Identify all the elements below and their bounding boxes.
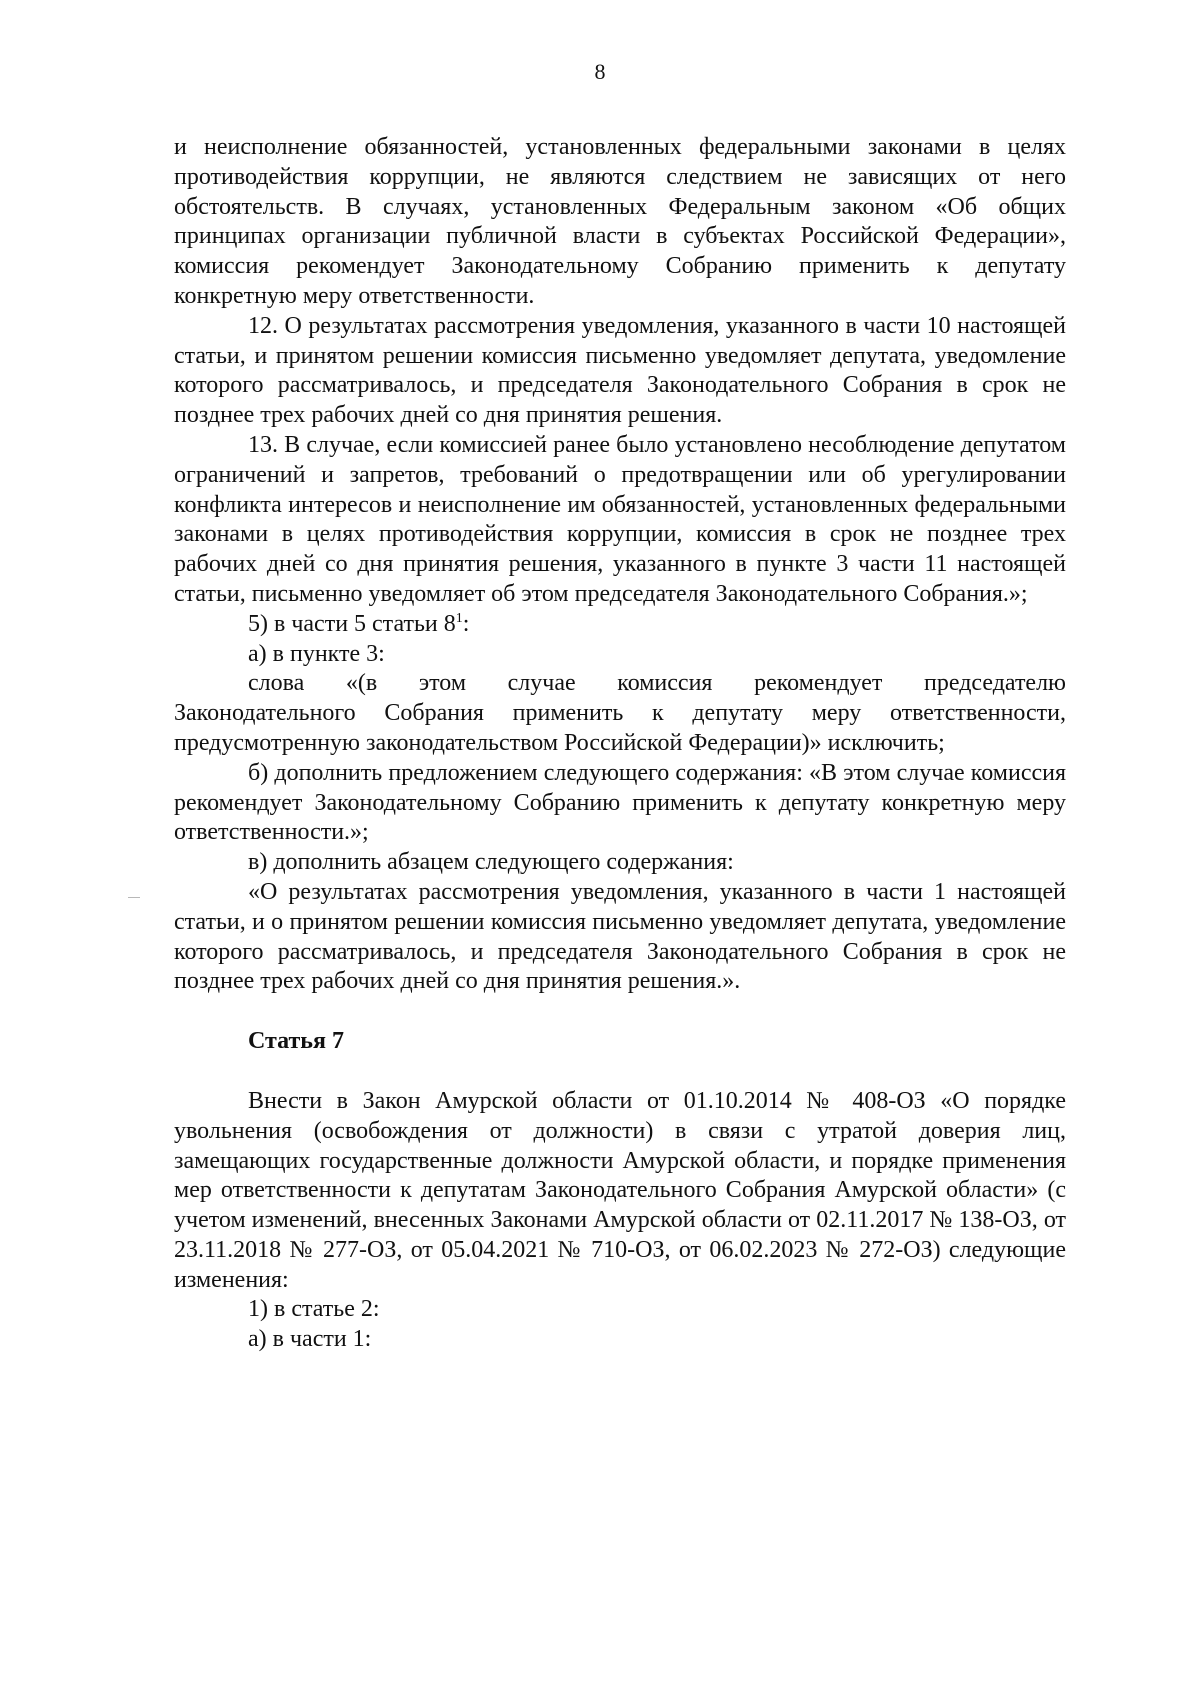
amendment-item-5-text: 5) в части 5 статьи 8	[248, 610, 456, 637]
amendment-item-5b: б) дополнить предложением следующего содержания: «В этом случае комиссия рекомендует Законодательному Собранию применить к депутату конкретную меру ответственности.»;	[174, 759, 1066, 846]
paragraph-continuation: и неисполнение обязанностей, установленных федеральными законами в целях противодействия коррупции, не являются следствием не зависящих от него обстоятельств. В случаях, установленных Федеральным законом «Об общих принципах организации публичной власти в субъектах Российской Федерации», комиссия рекомендует Законодательному Собранию применить к депутату конкретную меру ответственности.	[174, 134, 1066, 309]
quoted-paragraph: «О результатах рассмотрения уведомления, указанного в части 1 настоящей статьи, и о принятом решении комиссия письменно уведомляет депутата, уведомление которого рассматривалось, и председателя Законодательного Собрания в срок не позднее трех рабочих дней со дня принятия решения.».	[174, 878, 1066, 995]
article-7-text: Внести в Закон Амурской области от 01.10.2014 № 408-ОЗ «О порядке увольнения (освобождения от должности) в связи с утратой доверия лиц, замещающих государственные должности Амурской области, и порядке применения мер ответственности к депутатам Законодательного Собрания Амурской области» (с учетом изменений, внесенных Законами Амурской области от 02.11.2017 № 138-ОЗ, от 23.11.2018 № 277-ОЗ, от 05.04.2021 № 710-ОЗ, от 06.02.2023 № 272-ОЗ) следующие изменения:	[174, 1087, 1066, 1293]
amendment-item-5v: в) дополнить абзацем следующего содержания:	[248, 849, 734, 876]
words-line-rest: Законодательного Собрания применить к депутату меру ответственности, предусмотренную законодательством Российской Федерации)» исключить;	[174, 700, 1066, 756]
scan-artifact	[128, 897, 140, 898]
amendment-item-5-colon: :	[462, 610, 470, 637]
paragraph-item-13: 13. В случае, если комиссией ранее было установлено несоблюдение депутатом ограничений и запретов, требований о предотвращении или об урегулировании конфликта интересов и неисполнение им обязанностей, установленных федеральными законами в целях противодействия коррупции, комиссия в срок не позднее трех рабочих дней со дня принятия решения, указанного в пункте 3 части 11 настоящей статьи, письменно уведомляет об этом председателя Законодательного Собрания.»;	[174, 431, 1066, 607]
article-heading: Статья 7	[248, 1028, 344, 1055]
article-item-1a: а) в части 1:	[248, 1326, 372, 1353]
document-body	[174, 133, 1066, 1355]
words-line-first: слова «(в этом случае комиссия рекомендует председателю	[248, 670, 1066, 697]
amendment-item-5	[174, 610, 1066, 640]
article-item-1: 1) в статье 2:	[248, 1296, 380, 1323]
amendment-item-5a: а) в пункте 3:	[248, 640, 385, 667]
article-superscript: 1	[455, 610, 463, 626]
paragraph-item-12: 12. О результатах рассмотрения уведомления, указанного в части 10 настоящей статьи, и принятом решении комиссия письменно уведомляет депутата, уведомление которого рассматривалось, и председателя Законодательного Собрания в срок не позднее трех рабочих дней со дня принятия решения.	[174, 312, 1066, 429]
page-number: 8	[594, 59, 606, 84]
